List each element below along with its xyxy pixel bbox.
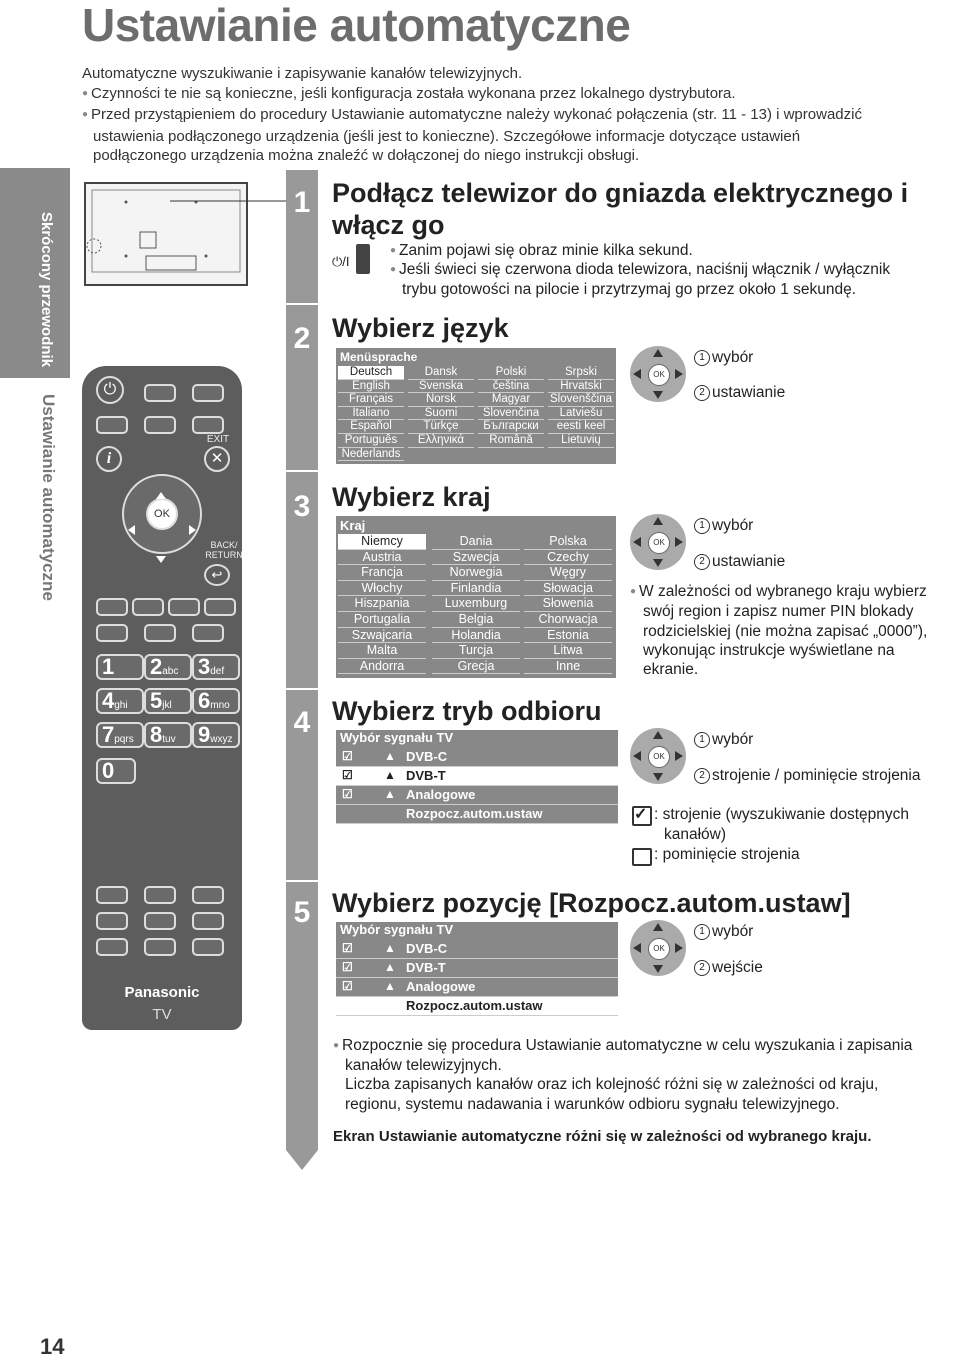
signal-label: DVB-C [406,941,448,956]
remote-button[interactable] [144,912,176,930]
navigation-control-icon: OK [630,728,686,784]
menu-option[interactable]: Slovenčina [478,407,544,421]
menu-option[interactable]: Magyar [478,393,544,407]
checkbox-icon[interactable]: ☑ [342,768,353,782]
right-arrow-icon[interactable] [189,525,196,535]
step-number: 5 [293,896,311,929]
menu-option[interactable]: Belgia [432,612,520,628]
navigation-control-icon: OK [630,514,686,570]
left-arrow-icon[interactable] [128,525,135,535]
signal-menu [336,730,618,824]
step-number: 3 [293,490,311,523]
menu-option[interactable]: Chorwacja [524,612,612,628]
model-label: TV [152,1006,172,1023]
start-auto-setup-option[interactable] [336,997,618,1016]
color-button[interactable] [132,598,164,616]
menu-option[interactable]: Luxemburg [432,596,520,612]
back-return-label: BACK/ RETURN [205,540,243,560]
intro-line: Automatyczne wyszukiwanie i zapisywanie kanałów telewizyjnych. [82,65,523,82]
checkbox-unchecked-icon [632,848,652,866]
navigation-control-icon: OK [630,920,686,976]
step1-bullet-cont: trybu gotowości na pilocie i przytrzymaj go przez około 1 sekundę. [402,281,857,298]
menu-option[interactable]: Dansk [408,366,474,380]
menu-option[interactable]: Polska [524,534,612,550]
menu-option[interactable]: Francja [338,565,426,581]
remote-control [82,366,242,1030]
tv-pointer-line [170,196,290,206]
signal-option[interactable] [336,959,618,978]
number-key-1[interactable]: 1 [96,654,144,680]
number-key-7[interactable]: 7pqrs [96,722,144,748]
step5-para: Liczba zapisanych kanałów oraz ich kolejność różni się w zależności od kraju, [345,1076,879,1093]
menu-header: Wybór sygnału TV [340,922,454,937]
select-hint: 1 wybór [694,922,753,942]
menu-header: Menüsprache [340,350,418,364]
signal-label: DVB-T [406,768,446,783]
menu-option[interactable]: Dania [432,534,520,550]
step-bar [286,170,318,1150]
menu-option[interactable]: Svenska [408,380,474,394]
intro-bullet-cont: podłączonego urządzenia można znaleźć w dołączonej do niego instrukcji obsługi. [93,147,640,164]
menu-option[interactable]: Turcja [432,643,520,659]
remote-button[interactable] [144,938,176,956]
menu-option[interactable]: Hrvatski [548,380,614,394]
set-hint: 2 ustawianie [694,552,785,572]
page-number: 14 [40,1334,65,1359]
number-key-0[interactable]: 0 [96,758,136,784]
country-note-cont: wykonując instrukcje wyświetlane na [643,642,895,659]
menu-option[interactable]: Български [478,420,544,434]
set-hint: 2 ustawianie [694,383,785,403]
menu-option[interactable]: Słowacja [524,581,612,597]
antenna-icon: ▲ [384,787,396,801]
signal-label: DVB-T [406,960,446,975]
language-menu [336,348,616,464]
step5-bullet-cont: kanałów telewizyjnych. [345,1057,502,1074]
step5-bold-note: Ekran Ustawianie automatyczne różni się w zależności od wybranego kraju. [333,1128,872,1145]
menu-option[interactable]: Nederlands [338,448,404,462]
menu-option[interactable]: Hiszpania [338,596,426,612]
step-title: Wybierz tryb odbioru [332,696,602,726]
menu-option[interactable]: Szwajcaria [338,628,426,644]
remote-button[interactable] [96,912,128,930]
step-title: Podłącz telewizor do gniazda elektrycznego i [332,178,909,208]
menu-option[interactable]: Srpski [548,366,614,380]
remote-button[interactable] [192,416,224,434]
number-key-5[interactable]: 5jkl [144,688,192,714]
number-key-9[interactable]: 9wxyz [192,722,240,748]
menu-option[interactable]: Włochy [338,581,426,597]
remote-button[interactable] [192,384,224,402]
remote-button[interactable] [144,384,176,402]
color-button[interactable] [168,598,200,616]
menu-option[interactable]: Malta [338,643,426,659]
back-return-button[interactable]: ↩ [204,564,230,586]
menu-option[interactable]: Inne [524,659,612,675]
step-title: Wybierz pozycję [Rozpocz.autom.ustaw] [332,888,851,918]
menu-header: Kraj [340,518,366,533]
menu-option[interactable]: Szwecja [432,550,520,566]
checkbox-icon[interactable]: ☑ [342,941,353,955]
brand-logo: Panasonic [124,984,200,1001]
number-key-2[interactable]: 2abc [144,654,192,680]
remote-button[interactable] [96,624,128,642]
start-label: Rozpocz.autom.ustaw [406,998,543,1013]
checked-legend-cont: kanałów) [664,826,727,843]
menu-option[interactable]: Français [338,393,404,407]
country-note-cont: rodzicielskiej (nie można zapisać „0000”), [643,623,928,640]
step5-bullet: ● Rozpocznie się procedura Ustawianie automatyczne w celu wyszukania i zapisania [333,1036,912,1058]
info-button[interactable]: i [96,446,122,472]
menu-option[interactable]: Română [478,434,544,448]
menu-option[interactable]: Slovenščina [549,393,612,406]
side-tab [0,168,70,638]
checkbox-icon[interactable]: ☑ [342,960,353,974]
signal-menu [336,922,618,1016]
country-menu [336,516,616,678]
select-hint: 1 wybór [694,348,753,368]
antenna-icon: ▲ [384,960,396,974]
select-hint: 1 wybór [694,516,753,536]
checkbox-icon[interactable]: ☑ [342,749,353,763]
antenna-icon: ▲ [384,979,396,993]
country-note: ● W zależności od wybranego kraju wybierz [630,582,927,604]
menu-option[interactable]: Portugalia [338,612,426,628]
step1-bullet: ● Zanim pojawi się obraz minie kilka sekund. [390,241,693,263]
menu-option[interactable]: Español [338,420,404,434]
remote-button[interactable] [192,886,224,904]
navigation-control-icon: OK [630,346,686,402]
step-title: włącz go [332,210,445,240]
select-hint: 1 wybór [694,730,753,750]
tune-hint: 2 strojenie / pominięcie strojenia [694,766,921,786]
down-arrow-icon[interactable] [156,556,166,563]
signal-label: Analogowe [406,787,476,802]
color-button[interactable] [204,598,236,616]
power-symbol: ⏻/I [332,254,350,269]
intro-text [82,64,952,166]
menu-option[interactable]: Niemcy [338,534,426,550]
enter-hint: 2 wejście [694,958,763,978]
menu-option[interactable]: Litwa [524,643,612,659]
number-key-4[interactable]: 4ghi [96,688,144,714]
country-note-cont: ekranie. [643,661,699,678]
checked-legend: : strojenie (wyszukiwanie dostępnych [654,806,910,823]
signal-option[interactable] [336,978,618,997]
country-note-cont: swój region i zapisz numer PIN blokady [643,603,914,620]
menu-option[interactable]: Norsk [408,393,474,407]
intro-bullet: ● Przed przystąpieniem do procedury Ustawianie automatyczne należy wykonać połączenia (str. 11 - 13) i wprowadzić [82,105,952,127]
menu-option[interactable]: Węgry [524,565,612,581]
number-key-3[interactable]: 3def [192,654,240,680]
menu-option[interactable]: Grecja [432,659,520,675]
menu-option[interactable]: Andorra [338,659,426,675]
menu-option[interactable]: Ελληνικά [408,434,474,448]
antenna-icon: ▲ [384,768,396,782]
remote-button[interactable] [144,416,176,434]
antenna-icon: ▲ [384,941,396,955]
menu-option[interactable]: Lietuvių [548,434,614,448]
step1-bullet: ● Jeśli świeci się czerwona dioda telewizora, naciśnij włącznik / wyłącznik [390,260,890,282]
signal-label: Analogowe [406,979,476,994]
checkbox-checked-icon: ✓ [632,806,652,826]
step5-para: regionu, systemu nadawania i warunków odbioru sygnału telewizyjnego. [345,1096,840,1113]
number-key-6[interactable]: 6mno [192,688,240,714]
number-key-8[interactable]: 8tuv [144,722,192,748]
page-title: Ustawianie automatyczne [82,0,631,51]
menu-option[interactable]: Estonia [524,628,612,644]
start-label: Rozpocz.autom.ustaw [406,806,543,821]
intro-bullet-cont: ustawienia podłączonego urządzenia (jeśli jest to konieczne). Szczegółowe informacje dotyczące ustawień [93,127,801,145]
remote-button[interactable] [144,624,176,642]
checkbox-icon[interactable]: ☑ [342,979,353,993]
remote-button[interactable] [96,416,128,434]
menu-option[interactable]: Słowenia [524,596,612,612]
menu-option[interactable]: Türkçe [408,420,474,434]
step-title: Wybierz kraj [332,482,491,512]
step-number: 4 [293,706,311,739]
signal-option[interactable] [336,748,618,767]
remote-button[interactable] [144,886,176,904]
checkbox-icon[interactable]: ☑ [342,787,353,801]
menu-option[interactable]: Austria [338,550,426,566]
remote-button[interactable] [192,938,224,956]
menu-option[interactable]: Suomi [408,407,474,421]
signal-label: DVB-C [406,749,448,764]
exit-button[interactable]: ✕ [204,446,230,472]
antenna-icon: ▲ [384,749,396,763]
menu-option[interactable]: Deutsch [338,366,404,380]
up-arrow-icon[interactable] [156,492,166,499]
menu-option[interactable]: čeština [478,380,544,394]
menu-option[interactable]: Italiano [338,407,404,421]
menu-option[interactable]: eesti keel [548,420,614,434]
step-title: Wybierz język [332,313,509,343]
menu-header: Wybór sygnału TV [340,730,454,745]
remote-button[interactable] [96,886,128,904]
menu-option[interactable]: Português [338,434,404,448]
menu-option[interactable]: Holandia [432,628,520,644]
unchecked-legend: : pominięcie strojenia [654,846,800,863]
step-number: 2 [293,322,311,355]
intro-bullet: ● Czynności te nie są konieczne, jeśli konfiguracja została wykonana przez lokalnego dystrybutora. [82,84,952,106]
menu-option[interactable]: Latviešu [548,407,614,421]
remote-button[interactable] [96,938,128,956]
start-auto-setup-option[interactable] [336,805,618,824]
signal-option[interactable] [336,786,618,805]
signal-option[interactable] [336,940,618,959]
power-button[interactable]: ⏻ [96,376,124,404]
menu-option[interactable]: Czechy [524,550,612,566]
menu-option[interactable]: Polski [478,366,544,380]
remote-button[interactable] [192,912,224,930]
menu-option[interactable]: Finlandia [432,581,520,597]
side-tab-section: Skrócony przewodnik [38,212,55,368]
signal-option[interactable] [336,767,618,786]
side-tab-subsection: Ustawianie automatyczne [39,394,58,601]
color-button[interactable] [96,598,128,616]
menu-option[interactable]: Norwegia [432,565,520,581]
menu-option[interactable]: English [338,380,404,394]
remote-button[interactable] [192,624,224,642]
ok-button[interactable]: OK [146,498,178,530]
power-switch-icon [356,244,370,274]
exit-label: EXIT [206,434,230,445]
step-number: 1 [293,186,311,219]
